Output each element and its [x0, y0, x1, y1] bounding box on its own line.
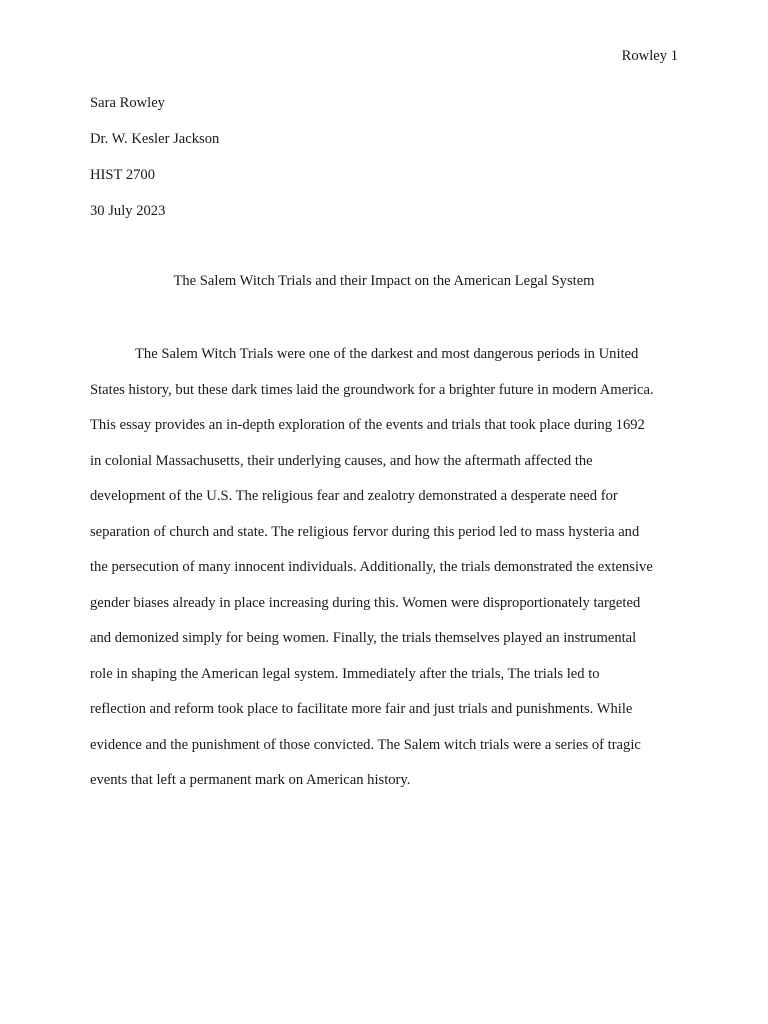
instructor-name: Dr. W. Kesler Jackson [90, 131, 220, 147]
paper-date: 30 July 2023 [90, 203, 166, 219]
paragraph-line: development of the U.S. The religious fear and zealotry demonstrated a desperate need for [90, 488, 618, 504]
paragraph-line: This essay provides an in-depth exploration of the events and trials that took place during 1692 [90, 417, 645, 433]
paragraph-line: and demonized simply for being women. Finally, the trials themselves played an instrumental [90, 630, 637, 646]
essay-title: The Salem Witch Trials and their Impact on the American Legal System [173, 273, 595, 289]
paragraph-line: role in shaping the American legal system. Immediately after the trials, The trials led to [90, 665, 600, 682]
running-head: Rowley 1 [621, 48, 678, 64]
paragraph-line: evidence and the punishment of those convicted. The Salem witch trials were a series of tragic [90, 736, 641, 753]
paragraph-line: separation of church and state. The religious fervor during this period led to mass hysteria and [90, 523, 640, 540]
paragraph-line: reflection and reform took place to facilitate more fair and just trials and punishments. While [90, 701, 633, 717]
course-number: HIST 2700 [90, 167, 156, 183]
mla-heading-block [90, 93, 678, 237]
paragraph-line: events that left a permanent mark on American history. [90, 772, 411, 788]
paragraph-line: The Salem Witch Trials were one of the darkest and most dangerous periods in United [135, 346, 639, 362]
author-name: Sara Rowley [90, 95, 165, 111]
paragraph-line: the persecution of many innocent individuals. Additionally, the trials demonstrated the extensive [90, 559, 653, 575]
paragraph-line: gender biases already in place increasing during this. Women were disproportionately targeted [90, 594, 641, 611]
paragraph-line: States history, but these dark times laid the groundwork for a brighter future in modern America. [90, 381, 654, 398]
paragraph-line: in colonial Massachusetts, their underlying causes, and how the aftermath affected the [90, 452, 593, 469]
essay-paragraph [90, 344, 678, 806]
